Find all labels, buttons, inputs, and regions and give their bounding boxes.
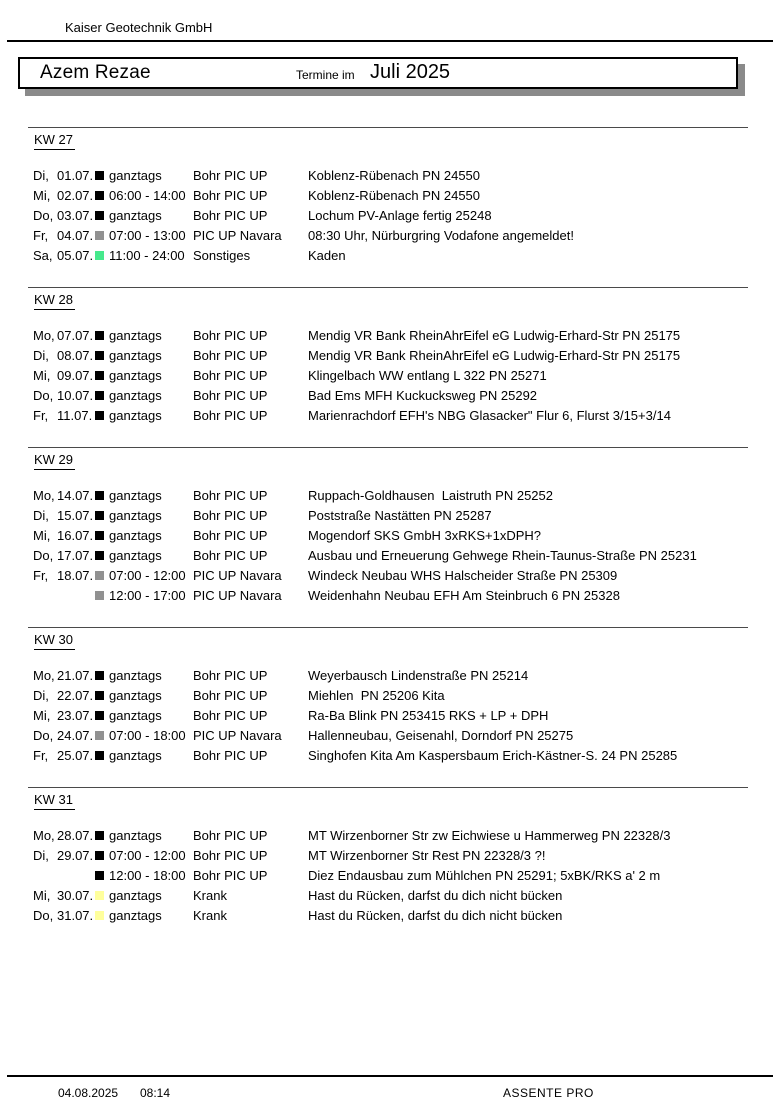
description-label: Hast du Rücken, darfst du dich nicht bücken <box>308 888 563 903</box>
category-color-square-icon <box>95 491 104 500</box>
day-label: Fr, <box>33 228 49 243</box>
weeks-container <box>0 127 780 947</box>
appointment-row <box>0 506 780 526</box>
category-color-square-icon <box>95 711 104 720</box>
category-color-square-icon <box>95 511 104 520</box>
date-label: 14.07. <box>57 488 94 503</box>
description-label: Lochum PV-Anlage fertig 25248 <box>308 208 492 223</box>
day-label: Mo, <box>33 668 55 683</box>
category-color-square-icon <box>95 871 104 880</box>
day-label: Di, <box>33 348 49 363</box>
day-label: Mi, <box>33 708 51 723</box>
category-color-square-icon <box>95 551 104 560</box>
week-label: KW 29 <box>34 452 75 470</box>
week-label-wrap <box>0 128 780 166</box>
time-label: ganztags <box>109 708 162 723</box>
appointment-row <box>0 826 780 846</box>
description-label: MT Wirzenborner Str zw Eichwiese u Hammerweg PN 22328/3 <box>308 828 671 843</box>
week-label-wrap <box>0 788 780 826</box>
footer-app-name: ASSENTE PRO <box>503 1086 594 1100</box>
title-month: Juli 2025 <box>370 61 451 83</box>
description-label: Klingelbach WW entlang L 322 PN 25271 <box>308 368 547 383</box>
appointment-row <box>0 386 780 406</box>
category-color-square-icon <box>95 251 104 260</box>
category-color-square-icon <box>95 531 104 540</box>
week-section <box>0 287 780 426</box>
category-color-square-icon <box>95 671 104 680</box>
appointment-row <box>0 566 780 586</box>
week-section <box>0 127 780 266</box>
day-label: Mo, <box>33 328 55 343</box>
category-color-square-icon <box>95 331 104 340</box>
category-label: Bohr PIC UP <box>193 848 268 863</box>
appointment-row <box>0 186 780 206</box>
category-color-square-icon <box>95 411 104 420</box>
category-label: Krank <box>193 888 227 903</box>
time-label: 07:00 - 12:00 <box>109 568 186 583</box>
title-box <box>18 57 738 89</box>
category-color-square-icon <box>95 691 104 700</box>
description-label: Kaden <box>308 248 346 263</box>
date-label: 04.07. <box>57 228 94 243</box>
date-label: 07.07. <box>57 328 94 343</box>
description-label: Ra-Ba Blink PN 253415 RKS + LP + DPH <box>308 708 549 723</box>
time-label: 07:00 - 13:00 <box>109 228 186 243</box>
date-label: 10.07. <box>57 388 94 403</box>
description-label: Windeck Neubau WHS Halscheider Straße PN 25309 <box>308 568 618 583</box>
category-label: Bohr PIC UP <box>193 868 268 883</box>
day-label: Fr, <box>33 568 49 583</box>
description-label: Ruppach-Goldhausen Laistruth PN 25252 <box>308 488 553 503</box>
category-label: PIC UP Navara <box>193 228 282 243</box>
description-label: Koblenz-Rübenach PN 24550 <box>308 168 481 183</box>
day-label: Do, <box>33 728 54 743</box>
date-label: 25.07. <box>57 748 94 763</box>
time-label: ganztags <box>109 688 162 703</box>
date-label: 03.07. <box>57 208 94 223</box>
appointment-row <box>0 546 780 566</box>
date-label: 30.07. <box>57 888 94 903</box>
day-label: Fr, <box>33 408 49 423</box>
appointment-row <box>0 406 780 426</box>
time-label: ganztags <box>109 528 162 543</box>
week-label-wrap <box>0 448 780 486</box>
category-color-square-icon <box>95 751 104 760</box>
description-label: 08:30 Uhr, Nürburgring Vodafone angemeldet! <box>308 228 574 243</box>
appointment-row <box>0 706 780 726</box>
category-label: Bohr PIC UP <box>193 688 268 703</box>
time-label: ganztags <box>109 488 162 503</box>
time-label: 12:00 - 18:00 <box>109 868 186 883</box>
footer-print-time: 08:14 <box>140 1086 171 1100</box>
time-label: ganztags <box>109 168 162 183</box>
date-label: 08.07. <box>57 348 94 363</box>
appointment-row <box>0 906 780 926</box>
week-label-wrap <box>0 288 780 326</box>
day-label: Di, <box>33 688 49 703</box>
day-label: Mi, <box>33 188 51 203</box>
appointment-row <box>0 686 780 706</box>
category-color-square-icon <box>95 231 104 240</box>
category-label: Bohr PIC UP <box>193 708 268 723</box>
week-label: KW 30 <box>34 632 75 650</box>
appointment-row <box>0 526 780 546</box>
category-color-square-icon <box>95 891 104 900</box>
week-rows <box>0 826 780 926</box>
date-label: 28.07. <box>57 828 94 843</box>
week-rows <box>0 486 780 606</box>
description-label: Miehlen PN 25206 Kita <box>308 688 445 703</box>
appointment-row <box>0 226 780 246</box>
category-color-square-icon <box>95 911 104 920</box>
date-label: 18.07. <box>57 568 94 583</box>
appointment-row <box>0 166 780 186</box>
category-color-square-icon <box>95 211 104 220</box>
title-prefix: Termine im <box>296 68 355 82</box>
category-label: Bohr PIC UP <box>193 188 268 203</box>
date-label: 02.07. <box>57 188 94 203</box>
appointment-row <box>0 866 780 886</box>
description-label: Mendig VR Bank RheinAhrEifel eG Ludwig-Erhard-Str PN 25175 <box>308 348 681 363</box>
appointment-row <box>0 206 780 226</box>
category-color-square-icon <box>95 351 104 360</box>
day-label: Mi, <box>33 368 51 383</box>
category-color-square-icon <box>95 191 104 200</box>
description-label: Poststraße Nastätten PN 25287 <box>308 508 492 523</box>
appointment-row <box>0 746 780 766</box>
week-section <box>0 447 780 606</box>
day-label: Di, <box>33 508 49 523</box>
time-label: ganztags <box>109 828 162 843</box>
category-color-square-icon <box>95 391 104 400</box>
date-label: 11.07. <box>57 408 93 423</box>
category-label: PIC UP Navara <box>193 568 282 583</box>
day-label: Do, <box>33 208 54 223</box>
footer-print-date: 04.08.2025 <box>58 1086 119 1100</box>
category-label: Bohr PIC UP <box>193 408 268 423</box>
appointment-row <box>0 246 780 266</box>
appointment-row <box>0 886 780 906</box>
day-label: Mo, <box>33 488 55 503</box>
header-divider <box>7 40 773 42</box>
category-label: Bohr PIC UP <box>193 168 268 183</box>
time-label: ganztags <box>109 908 162 923</box>
date-label: 16.07. <box>57 528 94 543</box>
company-name: Kaiser Geotechnik GmbH <box>65 20 213 35</box>
date-label: 21.07. <box>57 668 94 683</box>
time-label: 06:00 - 14:00 <box>109 188 186 203</box>
description-label: Hallenneubau, Geisenahl, Dorndorf PN 25275 <box>308 728 574 743</box>
category-label: Bohr PIC UP <box>193 748 268 763</box>
week-label: KW 28 <box>34 292 75 310</box>
appointment-row <box>0 326 780 346</box>
category-label: Bohr PIC UP <box>193 548 268 563</box>
category-color-square-icon <box>95 591 104 600</box>
time-label: ganztags <box>109 668 162 683</box>
day-label: Do, <box>33 388 54 403</box>
description-label: Mogendorf SKS GmbH 3xRKS+1xDPH? <box>308 528 542 543</box>
category-label: Bohr PIC UP <box>193 348 268 363</box>
time-label: 11:00 - 24:00 <box>109 248 185 263</box>
category-label: Krank <box>193 908 227 923</box>
day-label: Mo, <box>33 828 55 843</box>
category-color-square-icon <box>95 371 104 380</box>
description-label: Diez Endausbau zum Mühlchen PN 25291; 5xBK/RKS a' 2 m <box>308 868 661 883</box>
date-label: 09.07. <box>57 368 94 383</box>
appointment-row <box>0 486 780 506</box>
time-label: ganztags <box>109 548 162 563</box>
category-label: Bohr PIC UP <box>193 368 268 383</box>
category-color-square-icon <box>95 831 104 840</box>
week-rows <box>0 326 780 426</box>
description-label: Mendig VR Bank RheinAhrEifel eG Ludwig-Erhard-Str PN 25175 <box>308 328 681 343</box>
time-label: ganztags <box>109 508 162 523</box>
time-label: ganztags <box>109 748 162 763</box>
appointment-row <box>0 586 780 606</box>
appointment-row <box>0 366 780 386</box>
date-label: 17.07. <box>57 548 94 563</box>
description-label: Hast du Rücken, darfst du dich nicht bücken <box>308 908 563 923</box>
day-label: Di, <box>33 848 49 863</box>
week-section <box>0 787 780 926</box>
day-label: Mi, <box>33 888 51 903</box>
description-label: Ausbau und Erneuerung Gehwege Rhein-Taunus-Straße PN 25231 <box>308 548 697 563</box>
category-label: PIC UP Navara <box>193 728 282 743</box>
date-label: 29.07. <box>57 848 94 863</box>
description-label: Weyerbausch Lindenstraße PN 25214 <box>308 668 529 683</box>
footer-divider <box>7 1075 773 1077</box>
time-label: 07:00 - 12:00 <box>109 848 186 863</box>
time-label: ganztags <box>109 408 162 423</box>
day-label: Do, <box>33 908 54 923</box>
category-label: Bohr PIC UP <box>193 328 268 343</box>
date-label: 15.07. <box>57 508 94 523</box>
category-label: Bohr PIC UP <box>193 508 268 523</box>
date-label: 23.07. <box>57 708 94 723</box>
day-label: Fr, <box>33 748 49 763</box>
week-label: KW 31 <box>34 792 75 810</box>
category-label: Bohr PIC UP <box>193 388 268 403</box>
category-color-square-icon <box>95 731 104 740</box>
appointment-row <box>0 346 780 366</box>
week-label-wrap <box>0 628 780 666</box>
day-label: Di, <box>33 168 49 183</box>
week-rows <box>0 666 780 766</box>
category-label: Bohr PIC UP <box>193 528 268 543</box>
category-label: Bohr PIC UP <box>193 208 268 223</box>
date-label: 24.07. <box>57 728 94 743</box>
date-label: 05.07. <box>57 248 94 263</box>
category-color-square-icon <box>95 571 104 580</box>
description-label: Koblenz-Rübenach PN 24550 <box>308 188 481 203</box>
category-label: Bohr PIC UP <box>193 828 268 843</box>
time-label: ganztags <box>109 388 162 403</box>
date-label: 22.07. <box>57 688 94 703</box>
week-label: KW 27 <box>34 132 75 150</box>
day-label: Mi, <box>33 528 51 543</box>
time-label: ganztags <box>109 888 162 903</box>
week-section <box>0 627 780 766</box>
appointment-row <box>0 666 780 686</box>
time-label: 12:00 - 17:00 <box>109 588 186 603</box>
time-label: ganztags <box>109 368 162 383</box>
day-label: Do, <box>33 548 54 563</box>
day-label: Sa, <box>33 248 53 263</box>
time-label: ganztags <box>109 348 162 363</box>
date-label: 01.07. <box>57 168 94 183</box>
category-label: Bohr PIC UP <box>193 488 268 503</box>
description-label: MT Wirzenborner Str Rest PN 22328/3 ?! <box>308 848 546 863</box>
description-label: Weidenhahn Neubau EFH Am Steinbruch 6 PN 25328 <box>308 588 620 603</box>
appointment-row <box>0 726 780 746</box>
category-color-square-icon <box>95 851 104 860</box>
person-name: Azem Rezae <box>40 62 151 83</box>
category-label: PIC UP Navara <box>193 588 282 603</box>
category-label: Sonstiges <box>193 248 251 263</box>
description-label: Singhofen Kita Am Kaspersbaum Erich-Kästner-S. 24 PN 25285 <box>308 748 678 763</box>
category-color-square-icon <box>95 171 104 180</box>
time-label: ganztags <box>109 208 162 223</box>
week-rows <box>0 166 780 266</box>
appointment-row <box>0 846 780 866</box>
time-label: ganztags <box>109 328 162 343</box>
time-label: 07:00 - 18:00 <box>109 728 186 743</box>
description-label: Marienrachdorf EFH's NBG Glasacker" Flur 6, Flurst 3/15+3/14 <box>308 408 671 423</box>
category-label: Bohr PIC UP <box>193 668 268 683</box>
description-label: Bad Ems MFH Kuckucksweg PN 25292 <box>308 388 538 403</box>
date-label: 31.07. <box>57 908 94 923</box>
